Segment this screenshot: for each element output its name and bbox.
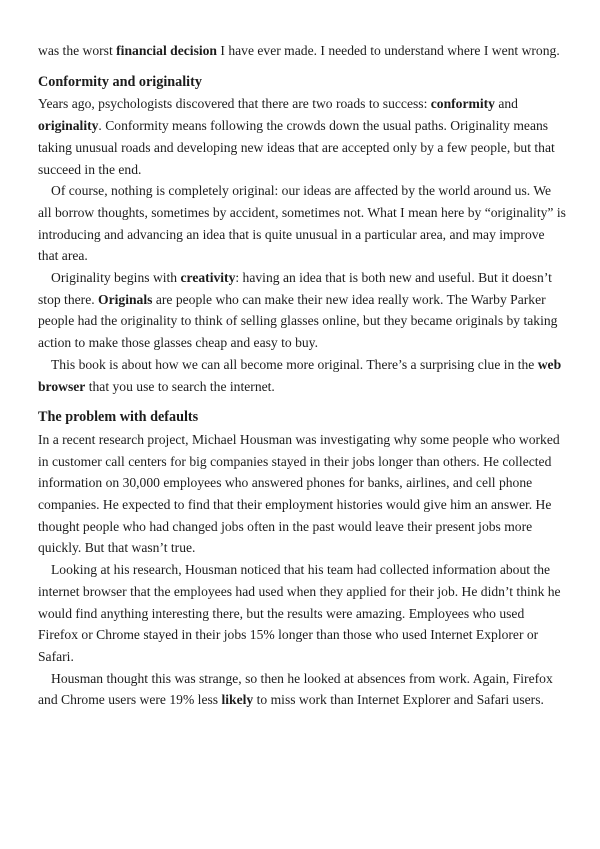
body-text: Housman thought this was strange, so then he looked at absences from work. Again, Firefox and Chrome users were 19% less (38, 670, 553, 708)
paragraph (38, 267, 566, 354)
bold-text: originality (38, 118, 99, 134)
body-text: Years ago, psychologists discovered that there are two roads to success: (38, 96, 431, 112)
paragraph (38, 668, 566, 711)
body-text: . Conformity means following the crowds down the usual paths. Originality means taking unusual roads and developing new ideas that are accepted only by a few people, but that succeed in the end. (38, 118, 555, 177)
bold-text: conformity (430, 96, 495, 112)
body-text: that you use to search the internet. (85, 378, 275, 394)
body-text: are people who can make their new idea really work. The Warby Parker people had the originality to think of selling glasses online, but they became originals by taking action to make those glasses cheap and easy to buy. (38, 291, 558, 351)
section-heading: Conformity and originality (38, 73, 202, 90)
bold-text: web browser (38, 356, 562, 394)
paragraph (38, 429, 566, 559)
body-text: was the worst (38, 43, 117, 58)
body-text: to miss work than Internet Explorer and Safari users. (253, 692, 544, 708)
document-content (38, 40, 566, 711)
paragraph (38, 40, 566, 62)
body-text: : having an idea that is both new and useful. But it doesn’t stop there. (38, 270, 552, 307)
body-text: This book is about how we can all become more original. There’s a surprising clue in the (51, 356, 538, 372)
section-heading: The problem with defaults (38, 409, 199, 426)
paragraph (38, 180, 566, 267)
bold-text: financial decision (116, 43, 217, 58)
body-text: and (494, 96, 518, 112)
paragraph (38, 354, 566, 397)
body-text: Of course, nothing is completely original: our ideas are affected by the world around us. We all borrow thoughts, sometimes by accident, sometimes not. What I mean here by “originality” is introducing and advancing an idea that is quite unusual in a particular area, and may improve that area. (38, 183, 566, 264)
bold-text: likely (221, 692, 254, 708)
bold-text: creativity (180, 270, 236, 286)
body-text: Originality begins with (51, 270, 181, 286)
body-text: Looking at his research, Housman noticed that his team had collected information about the internet browser that the employees had used when they applied for their job. He didn’t think he would find anything interesting there, but the results were amazing. Employees who used Firefox or Chrome stayed in their jobs 15% longer than those who used Internet Explorer or Safari. (38, 562, 561, 664)
paragraph (38, 93, 566, 180)
body-text: In a recent research project, Michael Housman was investigating why some people who worked in customer call centers for big companies stayed in their jobs longer than others. He collected information on 30,000 employees who answered phones for banks, airlines, and cell phone companies. He expected to find that their employment histories would give him an answer. He thought people who had changed jobs often in the past would leave their present jobs more quickly. But that wasn’t true. (38, 431, 560, 556)
body-text: I have ever made. I needed to understand where I went wrong. (217, 43, 560, 58)
paragraph (38, 559, 566, 668)
bold-text: Originals (98, 291, 153, 307)
